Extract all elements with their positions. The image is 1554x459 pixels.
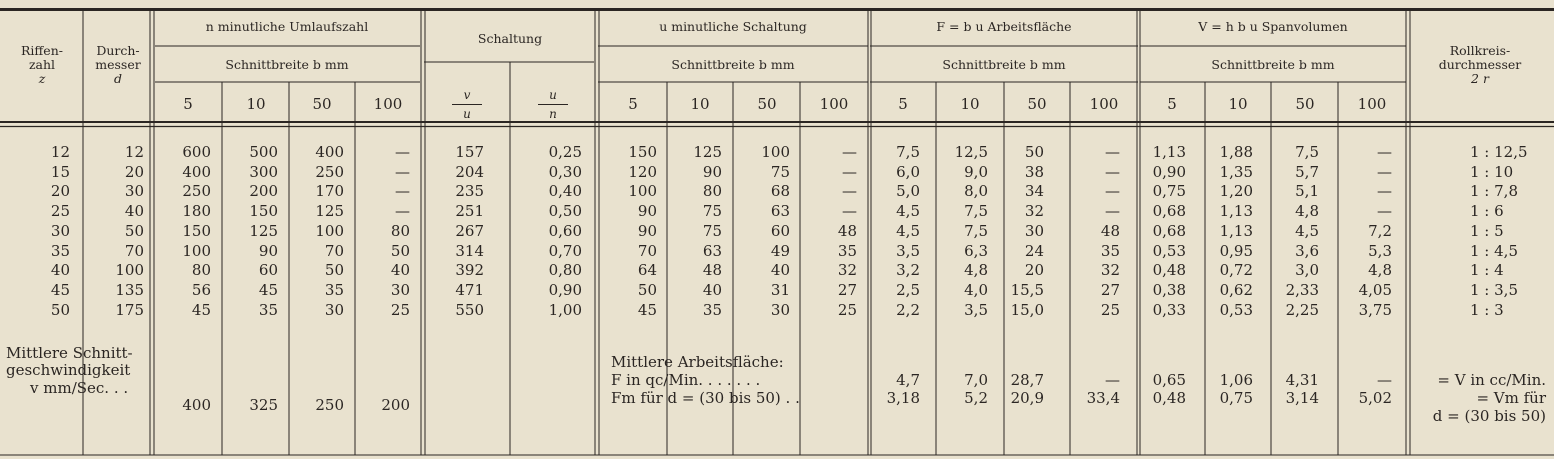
footer-F-cell: 7,0 xyxy=(964,371,988,389)
arbeitsflaeche-cell: 12,5 xyxy=(954,143,988,161)
u-n-cell: 0,60 xyxy=(548,221,582,240)
schaltung-cell: 64 xyxy=(637,261,657,280)
spanvolumen-cell: 4,8 xyxy=(1295,202,1319,221)
group-header-V: V = h b u Spanvolumen xyxy=(1198,19,1348,34)
schaltung-cell: 50 xyxy=(637,280,657,299)
umlaufszahl-cell: 56 xyxy=(191,280,211,299)
schaltung-cell: 48 xyxy=(702,261,722,280)
footer-V-cell: 3,14 xyxy=(1285,389,1319,407)
v-u-cell: 471 xyxy=(455,280,484,299)
riffenzahl-cell: 20 xyxy=(50,182,70,201)
width-label: 5 xyxy=(898,95,908,113)
arbeitsflaeche-cell: 4,0 xyxy=(964,280,988,299)
rollkreis-header: Rollkreis- xyxy=(1449,43,1511,58)
u-n-cell: 0,50 xyxy=(548,202,582,221)
v-u-cell: 157 xyxy=(455,143,484,161)
schaltung-cell: 75 xyxy=(770,162,790,181)
durchmesser-cell: 175 xyxy=(115,300,144,319)
schaltung-cell: 40 xyxy=(770,261,790,280)
spanvolumen-cell: 1,35 xyxy=(1219,162,1253,181)
schaltung-cell: 68 xyxy=(770,182,790,201)
spanvolumen-cell: 1,88 xyxy=(1219,143,1253,161)
fraction-bar xyxy=(538,104,568,105)
umlaufszahl-cell: 180 xyxy=(182,202,211,221)
schaltung-cell: 80 xyxy=(702,182,722,201)
umlaufszahl-cell: 250 xyxy=(315,162,344,181)
arbeitsflaeche-cell: 2,2 xyxy=(896,300,920,319)
umlaufszahl-cell: 500 xyxy=(249,143,278,161)
u-n-cell: 0,40 xyxy=(548,182,582,201)
group-header-u: u minutliche Schaltung xyxy=(659,19,807,34)
schaltung-cell: — xyxy=(842,162,857,181)
rollkreis-ratio-cell: 1 : 6 xyxy=(1470,202,1504,221)
spanvolumen-cell: 3,0 xyxy=(1295,261,1319,280)
schnittbreite-header: Schnittbreite b mm xyxy=(671,57,795,72)
rollkreis-ratio-cell: 1 : 7,8 xyxy=(1470,182,1518,201)
width-label: 100 xyxy=(819,95,849,113)
u-n-cell: 0,25 xyxy=(548,143,582,161)
riffenzahl-cell: 25 xyxy=(50,202,70,221)
fraction-numerator: v xyxy=(463,88,471,102)
arbeitsflaeche-cell: 34 xyxy=(1024,182,1044,201)
schaltung-cell: 90 xyxy=(702,162,722,181)
arbeitsflaeche-cell: 32 xyxy=(1024,202,1044,221)
riffenzahl-header: zahl xyxy=(28,57,56,72)
arbeitsflaeche-cell: 25 xyxy=(1100,300,1120,319)
riffenzahl-cell: 35 xyxy=(50,241,70,260)
fraction-bar xyxy=(452,104,482,105)
schaltung-cell: 40 xyxy=(702,280,722,299)
arbeitsflaeche-cell: 7,5 xyxy=(964,221,988,240)
spanvolumen-cell: 0,38 xyxy=(1152,280,1186,299)
umlaufszahl-cell: 50 xyxy=(390,241,410,260)
width-label: 10 xyxy=(246,95,266,113)
u-n-cell: 0,90 xyxy=(548,280,582,299)
footer-F-cell: 20,9 xyxy=(1010,389,1044,407)
width-label: 10 xyxy=(960,95,980,113)
u-n-cell: 0,80 xyxy=(548,261,582,280)
spanvolumen-cell: 0,68 xyxy=(1152,221,1186,240)
spanvolumen-cell: 1,20 xyxy=(1219,182,1253,201)
umlaufszahl-cell: — xyxy=(395,182,410,201)
spanvolumen-cell: 7,5 xyxy=(1295,143,1319,161)
schaltung-cell: 45 xyxy=(637,300,657,319)
umlaufszahl-cell: 30 xyxy=(324,300,344,319)
umlaufszahl-cell: 35 xyxy=(324,280,344,299)
schaltung-cell: 75 xyxy=(702,221,722,240)
v-u-cell: 251 xyxy=(455,202,484,221)
arbeitsflaeche-cell: 6,3 xyxy=(964,241,988,260)
spanvolumen-cell: 0,75 xyxy=(1152,182,1186,201)
umlaufszahl-cell: 50 xyxy=(324,261,344,280)
arbeitsflaeche-cell: 4,8 xyxy=(964,261,988,280)
spanvolumen-cell: 0,95 xyxy=(1219,241,1253,260)
durchmesser-cell: 30 xyxy=(124,182,144,201)
spanvolumen-cell: — xyxy=(1377,182,1392,201)
schaltung-cell: 27 xyxy=(837,280,857,299)
footer-right: = Vm für xyxy=(1476,389,1546,407)
durchmesser-cell: 40 xyxy=(124,202,144,221)
spanvolumen-cell: 0,53 xyxy=(1219,300,1253,319)
u-n-cell: 0,30 xyxy=(548,162,582,181)
footer-V-cell: 4,31 xyxy=(1285,371,1319,389)
spanvolumen-cell: 1,13 xyxy=(1152,143,1186,161)
speed-cell: 200 xyxy=(381,396,410,414)
schaltung-cell: — xyxy=(842,182,857,201)
speed-cell: 250 xyxy=(315,396,344,414)
umlaufszahl-cell: 125 xyxy=(315,202,344,221)
footer-V-cell: 5,02 xyxy=(1358,389,1392,407)
durchmesser-cell: 50 xyxy=(124,221,144,240)
arbeitsflaeche-cell: 48 xyxy=(1100,221,1120,240)
footer-V-cell: 1,06 xyxy=(1219,371,1253,389)
umlaufszahl-cell: 250 xyxy=(182,182,211,201)
v-u-cell: 204 xyxy=(455,162,484,181)
umlaufszahl-cell: 45 xyxy=(191,300,211,319)
schaltung-cell: 31 xyxy=(770,280,790,299)
umlaufszahl-cell: 600 xyxy=(182,143,211,161)
riffenzahl-cell: 40 xyxy=(50,261,70,280)
v-u-cell: 235 xyxy=(455,182,484,201)
footer-F-cell: 4,7 xyxy=(896,371,920,389)
speed-cell: 400 xyxy=(182,396,211,414)
arbeitsflaeche-cell: 7,5 xyxy=(964,202,988,221)
riffenzahl-header: Riffen- xyxy=(21,43,63,58)
footer-right: d = (30 bis 50) xyxy=(1432,407,1546,425)
schnittbreite-header: Schnittbreite b mm xyxy=(225,57,349,72)
spanvolumen-cell: 0,68 xyxy=(1152,202,1186,221)
riffenzahl-cell: 15 xyxy=(50,162,70,181)
arbeitsflaeche-cell: 32 xyxy=(1100,261,1120,280)
footer-V-cell: 0,48 xyxy=(1152,389,1186,407)
arbeitsflaeche-cell: 5,0 xyxy=(896,182,920,201)
u-n-cell: 1,00 xyxy=(548,300,582,319)
footer-mid-line: F in qc/Min. . . . . . . xyxy=(611,371,761,389)
footer-mid-line: Fm für d = (30 bis 50) . . xyxy=(611,389,800,407)
fraction-v xyxy=(452,89,482,120)
fraction-u xyxy=(538,89,568,120)
spanvolumen-cell: 2,25 xyxy=(1285,300,1319,319)
spanvolumen-cell: 5,1 xyxy=(1295,182,1319,201)
speed-cell: 325 xyxy=(249,396,278,414)
arbeitsflaeche-cell: — xyxy=(1105,162,1120,181)
schaltung-header: Schaltung xyxy=(477,31,543,46)
v-u-cell: 550 xyxy=(455,300,484,319)
rollkreis-ratio-cell: 1 : 12,5 xyxy=(1470,143,1528,161)
spanvolumen-cell: 4,5 xyxy=(1295,221,1319,240)
schaltung-cell: 35 xyxy=(837,241,857,260)
footer-F-cell: 5,2 xyxy=(964,389,988,407)
umlaufszahl-cell: 70 xyxy=(324,241,344,260)
width-label: 50 xyxy=(312,95,332,113)
width-label: 5 xyxy=(628,95,638,113)
spanvolumen-cell: 5,7 xyxy=(1295,162,1319,181)
riffenzahl-header: z xyxy=(38,71,46,86)
schaltung-cell: 63 xyxy=(770,202,790,221)
arbeitsflaeche-cell: 9,0 xyxy=(964,162,988,181)
rollkreis-ratio-cell: 1 : 3 xyxy=(1470,300,1504,319)
width-label: 100 xyxy=(373,95,403,113)
schaltung-cell: 30 xyxy=(770,300,790,319)
spanvolumen-cell: 0,48 xyxy=(1152,261,1186,280)
spanvolumen-cell: 1,13 xyxy=(1219,202,1253,221)
spanvolumen-cell: — xyxy=(1377,162,1392,181)
durchmesser-cell: 12 xyxy=(124,143,144,161)
width-label: 5 xyxy=(1167,95,1177,113)
schaltung-cell: 48 xyxy=(837,221,857,240)
width-label: 100 xyxy=(1357,95,1387,113)
umlaufszahl-cell: 150 xyxy=(182,221,211,240)
umlaufszahl-cell: — xyxy=(395,162,410,181)
fraction-denominator: u xyxy=(463,107,471,121)
group-header-n: n minutliche Umlaufszahl xyxy=(205,19,369,34)
arbeitsflaeche-cell: 3,5 xyxy=(964,300,988,319)
schaltung-cell: 90 xyxy=(637,221,657,240)
schaltung-cell: 100 xyxy=(628,182,657,201)
rollkreis-ratio-cell: 1 : 4,5 xyxy=(1470,241,1518,260)
arbeitsflaeche-cell: 35 xyxy=(1100,241,1120,260)
arbeitsflaeche-cell: 7,5 xyxy=(896,143,920,161)
umlaufszahl-cell: 400 xyxy=(182,162,211,181)
umlaufszahl-cell: 400 xyxy=(315,143,344,161)
umlaufszahl-cell: 80 xyxy=(390,221,410,240)
arbeitsflaeche-cell: 3,2 xyxy=(896,261,920,280)
spanvolumen-cell: 7,2 xyxy=(1368,221,1392,240)
spanvolumen-cell: — xyxy=(1377,202,1392,221)
riffenzahl-cell: 45 xyxy=(50,280,70,299)
durchmesser-header: messer xyxy=(95,57,141,72)
riffenzahl-cell: 12 xyxy=(50,143,70,161)
footer-F-cell: 28,7 xyxy=(1010,371,1044,389)
width-label: 10 xyxy=(690,95,710,113)
durchmesser-cell: 100 xyxy=(115,261,144,280)
arbeitsflaeche-cell: 50 xyxy=(1024,143,1044,161)
v-u-cell: 314 xyxy=(455,241,484,260)
footer-F-cell: 3,18 xyxy=(886,389,920,407)
spanvolumen-cell: 0,90 xyxy=(1152,162,1186,181)
arbeitsflaeche-cell: 15,0 xyxy=(1010,300,1044,319)
spanvolumen-cell: 2,33 xyxy=(1285,280,1319,299)
spanvolumen-cell: 1,13 xyxy=(1219,221,1253,240)
rollkreis-ratio-cell: 1 : 5 xyxy=(1470,221,1504,240)
spanvolumen-cell: 0,33 xyxy=(1152,300,1186,319)
footer-V-cell: — xyxy=(1377,371,1392,389)
spanvolumen-cell: 4,05 xyxy=(1358,280,1392,299)
footer-label: v mm/Sec. . . xyxy=(30,379,129,397)
rollkreis-ratio-cell: 1 : 4 xyxy=(1470,261,1504,280)
arbeitsflaeche-cell: — xyxy=(1105,202,1120,221)
umlaufszahl-cell: 90 xyxy=(258,241,278,260)
arbeitsflaeche-cell: 8,0 xyxy=(964,182,988,201)
v-u-cell: 392 xyxy=(455,261,484,280)
footer-F-cell: 33,4 xyxy=(1086,389,1120,407)
umlaufszahl-cell: 125 xyxy=(249,221,278,240)
arbeitsflaeche-cell: 6,0 xyxy=(896,162,920,181)
schaltung-cell: — xyxy=(842,143,857,161)
umlaufszahl-cell: 25 xyxy=(390,300,410,319)
umlaufszahl-cell: 40 xyxy=(390,261,410,280)
v-u-cell: 267 xyxy=(455,221,484,240)
umlaufszahl-cell: 60 xyxy=(258,261,278,280)
arbeitsflaeche-cell: 4,5 xyxy=(896,221,920,240)
umlaufszahl-cell: 100 xyxy=(182,241,211,260)
schaltung-cell: — xyxy=(842,202,857,221)
schaltung-cell: 60 xyxy=(770,221,790,240)
umlaufszahl-cell: — xyxy=(395,143,410,161)
arbeitsflaeche-cell: 3,5 xyxy=(896,241,920,260)
spanvolumen-cell: 4,8 xyxy=(1368,261,1392,280)
schaltung-cell: 125 xyxy=(693,143,722,161)
spanvolumen-cell: 0,72 xyxy=(1219,261,1253,280)
rollkreis-header: 2 r xyxy=(1471,71,1489,86)
rollkreis-ratio-cell: 1 : 10 xyxy=(1470,162,1514,181)
schaltung-cell: 35 xyxy=(702,300,722,319)
spanvolumen-cell: — xyxy=(1377,143,1392,161)
umlaufszahl-cell: 200 xyxy=(249,182,278,201)
spanvolumen-cell: 3,75 xyxy=(1358,300,1392,319)
umlaufszahl-cell: 80 xyxy=(191,261,211,280)
footer-mid-title: Mittlere Arbeitsfläche: xyxy=(611,353,784,371)
riffenzahl-cell: 30 xyxy=(50,221,70,240)
riffenzahl-cell: 50 xyxy=(50,300,70,319)
spanvolumen-cell: 0,62 xyxy=(1219,280,1253,299)
fraction-numerator: u xyxy=(549,88,557,102)
width-label: 50 xyxy=(757,95,777,113)
arbeitsflaeche-cell: — xyxy=(1105,182,1120,201)
width-label: 100 xyxy=(1089,95,1119,113)
durchmesser-cell: 135 xyxy=(115,280,144,299)
schaltung-cell: 150 xyxy=(628,143,657,161)
schnittbreite-header: Schnittbreite b mm xyxy=(1211,57,1335,72)
arbeitsflaeche-cell: 30 xyxy=(1024,221,1044,240)
spanvolumen-cell: 5,3 xyxy=(1368,241,1392,260)
umlaufszahl-cell: 35 xyxy=(258,300,278,319)
fraction-denominator: n xyxy=(549,107,557,121)
footer-label: Mittlere Schnitt- xyxy=(6,344,133,362)
arbeitsflaeche-cell: 2,5 xyxy=(896,280,920,299)
arbeitsflaeche-cell: 27 xyxy=(1100,280,1120,299)
footer-right: = V in cc/Min. xyxy=(1437,371,1546,389)
width-label: 50 xyxy=(1027,95,1047,113)
schnittbreite-header: Schnittbreite b mm xyxy=(942,57,1066,72)
umlaufszahl-cell: 30 xyxy=(390,280,410,299)
arbeitsflaeche-cell: 38 xyxy=(1024,162,1044,181)
arbeitsflaeche-cell: 15,5 xyxy=(1010,280,1044,299)
schaltung-cell: 70 xyxy=(637,241,657,260)
schaltung-cell: 90 xyxy=(637,202,657,221)
umlaufszahl-cell: 100 xyxy=(315,221,344,240)
schaltung-cell: 32 xyxy=(837,261,857,280)
schaltung-cell: 120 xyxy=(628,162,657,181)
durchmesser-header: d xyxy=(113,71,122,86)
umlaufszahl-cell: 300 xyxy=(249,162,278,181)
spanvolumen-cell: 0,53 xyxy=(1152,241,1186,260)
footer-V-cell: 0,65 xyxy=(1152,371,1186,389)
schaltung-cell: 75 xyxy=(702,202,722,221)
footer-V-cell: 0,75 xyxy=(1219,389,1253,407)
arbeitsflaeche-cell: 4,5 xyxy=(896,202,920,221)
schaltung-cell: 25 xyxy=(837,300,857,319)
umlaufszahl-cell: 150 xyxy=(249,202,278,221)
durchmesser-cell: 20 xyxy=(124,162,144,181)
group-header-F: F = b u Arbeitsfläche xyxy=(936,19,1072,34)
rollkreis-header: durchmesser xyxy=(1438,57,1522,72)
u-n-cell: 0,70 xyxy=(548,241,582,260)
schaltung-cell: 49 xyxy=(770,241,790,260)
schaltung-cell: 63 xyxy=(702,241,722,260)
umlaufszahl-cell: 170 xyxy=(315,182,344,201)
footer-F-cell: — xyxy=(1105,371,1120,389)
arbeitsflaeche-cell: — xyxy=(1105,143,1120,161)
arbeitsflaeche-cell: 24 xyxy=(1024,241,1044,260)
schaltung-cell: 100 xyxy=(761,143,790,161)
arbeitsflaeche-cell: 20 xyxy=(1024,261,1044,280)
footer-label: geschwindigkeit xyxy=(6,361,131,379)
rollkreis-ratio-cell: 1 : 3,5 xyxy=(1470,280,1518,299)
durchmesser-header: Durch- xyxy=(96,43,140,58)
durchmesser-cell: 70 xyxy=(124,241,144,260)
width-label: 10 xyxy=(1228,95,1248,113)
umlaufszahl-cell: 45 xyxy=(258,280,278,299)
width-label: 5 xyxy=(183,95,193,113)
spanvolumen-cell: 3,6 xyxy=(1295,241,1319,260)
width-label: 50 xyxy=(1295,95,1315,113)
umlaufszahl-cell: — xyxy=(395,202,410,221)
